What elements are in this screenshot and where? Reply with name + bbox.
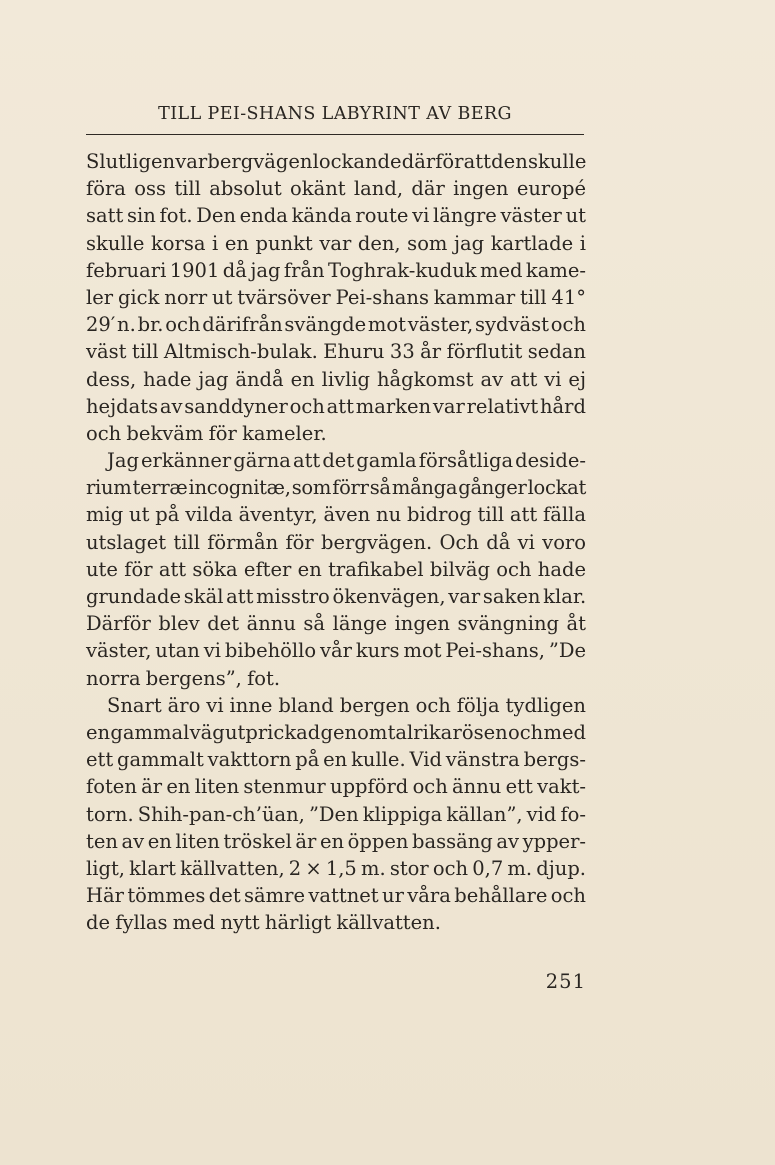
text-line: ten av en liten tröskel är en öppen bassäng av ypper-: [86, 829, 586, 853]
text-line: Därför blev det ännu så länge ingen svängning åt: [86, 612, 586, 636]
text-line: Slutligen var bergvägen lockande därför att den skulle: [86, 150, 587, 173]
text-line: och bekväm för kameler.: [86, 421, 327, 445]
text-line: ler gick norr ut tvärsöver Pei-shans kammar till 41°: [86, 285, 586, 309]
text-line: rium terræ incognitæ, som förr så många gånger lockat: [86, 476, 586, 500]
text-line: norra bergens”, fot.: [86, 666, 281, 690]
page-number: 251: [545, 970, 586, 993]
text-line: ett gammalt vakttorn på en kulle. Vid vänstra bergs-: [86, 748, 586, 772]
text-line: ligt, klart källvatten, 2 × 1,5 m. stor och 0,7 m. djup.: [86, 856, 586, 880]
text-line: foten är en liten stenmur uppförd och ännu ett vakt-: [86, 775, 586, 799]
text-line: ute för att söka efter en trafikabel bilväg och hade: [86, 557, 586, 581]
text-line: grundade skäl att misstro ökenvägen, var saken klar.: [86, 585, 587, 608]
text-line: mig ut på vilda äventyr, även nu bidrog till att fälla: [86, 503, 586, 527]
text-line: föra oss till absolut okänt land, där ingen europé: [86, 177, 586, 201]
text-line: hejdats av sanddyner och att marken var relativt hård: [86, 394, 586, 418]
text-line: Här tömmes det sämre vattnet ur våra behållare och: [86, 884, 586, 908]
text-line: utslaget till förmån för bergvägen. Och då vi voro: [86, 530, 586, 554]
text-line: dess, hade jag ändå en livlig hågkomst av att vi ej: [86, 367, 586, 391]
text-line: väster, utan vi bibehöllo vår kurs mot Pei-shans, ”De: [86, 639, 586, 663]
text-line: 29′ n. br. och därifrån svängde mot väster, sydväst och: [86, 313, 586, 337]
body-text: [86, 148, 586, 936]
text-line: torn. Shih-pan-ch’üan, ”Den klippiga källan”, vid fo-: [86, 802, 586, 826]
text-line: de fyllas med nytt härligt källvatten.: [86, 911, 441, 935]
text-line: satt sin fot. Den enda kända route vi längre väster ut: [86, 204, 586, 228]
running-head: TILL PEI-SHANS LABYRINT AV BERG: [158, 104, 512, 124]
header-rule: [86, 134, 584, 135]
text-line: skulle korsa i en punkt var den, som jag kartlade i: [86, 231, 586, 255]
text-line: Snart äro vi inne bland bergen och följa tydligen: [107, 693, 586, 717]
text-line: en gammal väg utprickad genom talrika rösen och med: [86, 720, 586, 744]
text-line: februari 1901 då jag från Toghrak-kuduk med kame-: [86, 258, 586, 282]
text-line: väst till Altmisch-bulak. Ehuru 33 år förflutit sedan: [86, 340, 586, 364]
text-line: Jag erkänner gärna att det gamla försåtliga deside-: [107, 449, 586, 473]
